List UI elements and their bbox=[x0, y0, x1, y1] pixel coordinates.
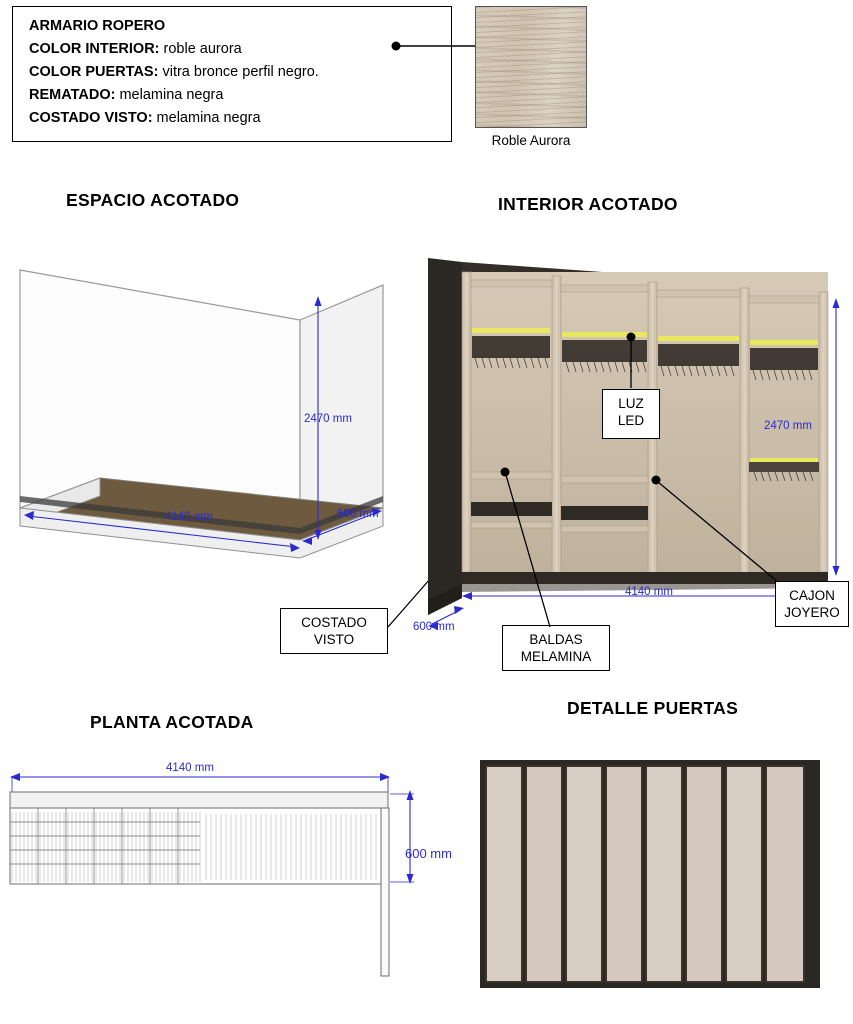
dim-planta-depth: 600 mm bbox=[405, 846, 452, 861]
spec-row-rematado: REMATADO: melamina negra bbox=[29, 87, 224, 103]
callout-cajon-joyero bbox=[775, 581, 849, 627]
detalle-puertas-drawing bbox=[470, 752, 840, 1000]
planta-acotada-drawing bbox=[0, 752, 440, 1012]
spec-title: ARMARIO ROPERO bbox=[29, 18, 166, 34]
dim-interior-depth: 600 mm bbox=[413, 621, 455, 633]
callout-cajon-line1: CAJON bbox=[789, 588, 835, 603]
section-title-interior: INTERIOR ACOTADO bbox=[498, 194, 678, 214]
callout-baldas-leader bbox=[460, 465, 570, 635]
callout-costado-visto-line1: COSTADO bbox=[301, 615, 367, 630]
callout-costado-visto bbox=[280, 608, 388, 654]
callout-baldas-line1: BALDAS bbox=[529, 632, 583, 647]
section-title-puertas: DETALLE PUERTAS bbox=[567, 698, 739, 718]
callout-costado-visto-line2: VISTO bbox=[313, 632, 355, 647]
spec-row-costado-visto: COSTADO VISTO: melamina negra bbox=[29, 110, 261, 126]
callout-luz-led-line1: LUZ bbox=[618, 396, 644, 411]
section-title-espacio: ESPACIO ACOTADO bbox=[66, 190, 240, 210]
callout-baldas-line2: MELAMINA bbox=[520, 649, 592, 664]
callout-cajon-line2: JOYERO bbox=[784, 605, 840, 620]
callout-luz-led bbox=[602, 389, 660, 439]
wood-sample-swatch bbox=[475, 6, 587, 128]
dim-espacio-width: 4140 mm bbox=[165, 511, 213, 523]
espacio-acotado-drawing bbox=[0, 240, 420, 660]
dim-interior-width: 4140 mm bbox=[625, 586, 673, 598]
spec-box bbox=[12, 6, 452, 142]
wood-sample-caption: Roble Aurora bbox=[491, 133, 571, 148]
spec-row-color-puertas: COLOR PUERTAS: vitra bronce perfil negro. bbox=[29, 64, 319, 80]
callout-cajon-leader bbox=[650, 470, 785, 590]
callout-luz-led-line2: LED bbox=[617, 413, 645, 428]
dim-espacio-height: 2470 mm bbox=[304, 413, 352, 425]
section-title-planta: PLANTA ACOTADA bbox=[90, 712, 254, 732]
dim-espacio-depth: 600 mm bbox=[337, 508, 379, 520]
dim-planta-width: 4140 mm bbox=[166, 762, 214, 774]
dim-interior-height: 2470 mm bbox=[764, 420, 812, 432]
callout-luz-led-leader bbox=[612, 326, 652, 396]
spec-row-color-interior: COLOR INTERIOR: roble aurora bbox=[29, 41, 242, 57]
